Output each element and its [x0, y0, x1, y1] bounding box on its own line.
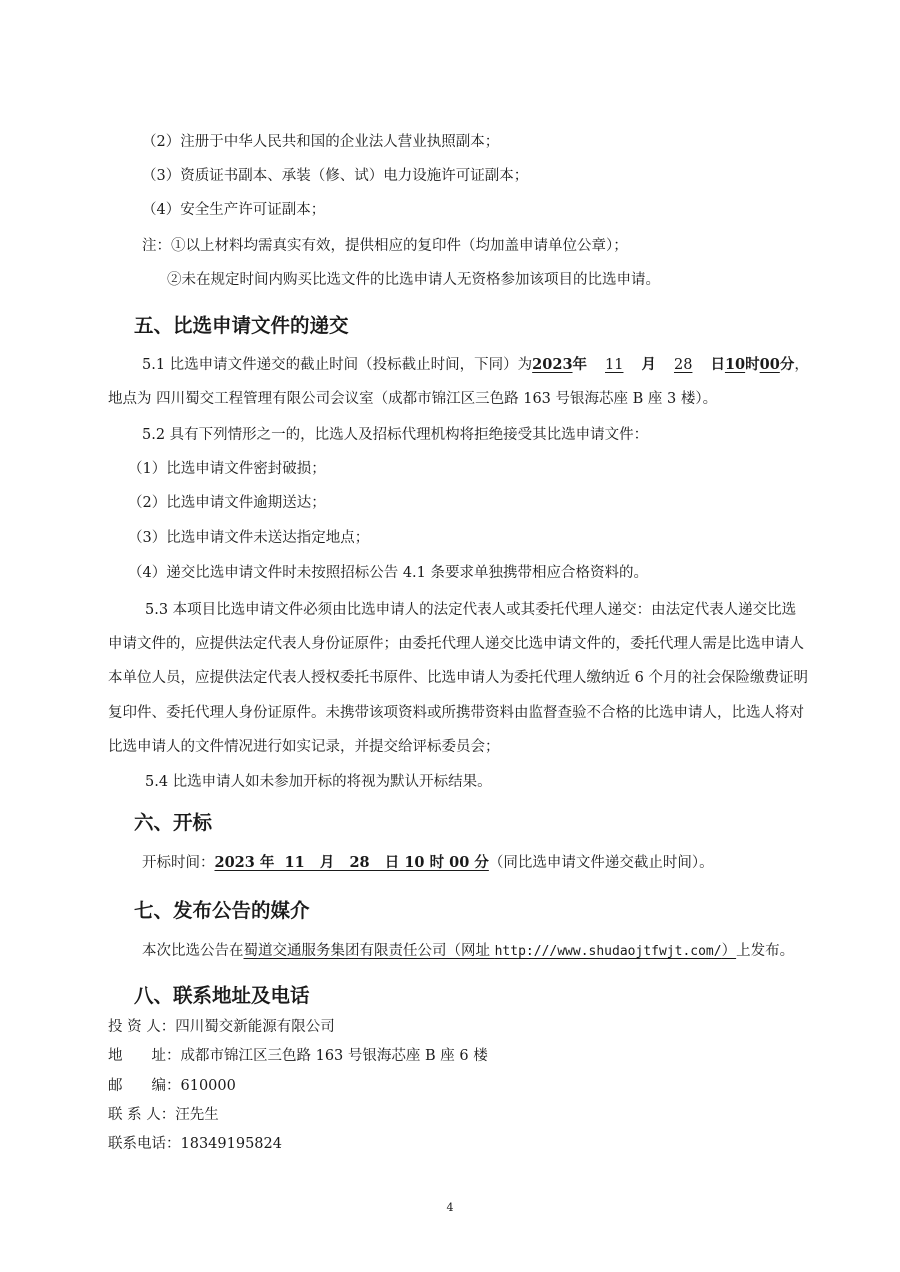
- contact-value: 汪先生: [175, 1107, 219, 1123]
- section-8-title: 八、联系地址及电话: [134, 984, 310, 1007]
- contact-label: 联 系 人：: [108, 1107, 176, 1123]
- page-number: 4: [446, 1201, 454, 1214]
- paragraph-5-4: 5.4 比选申请人如未参加开标的将视为默认开标结果。: [145, 774, 492, 790]
- section-7-title: 七、发布公告的媒介: [134, 899, 310, 922]
- contact-address: [108, 1046, 488, 1066]
- p51-month: 11: [605, 357, 624, 373]
- media-close: ）: [721, 943, 737, 959]
- paragraph-5-2-item-3: （3）比选申请文件未送达指定地点；: [128, 530, 370, 546]
- paragraph-5-2-item-2: （2）比选申请文件逾期送达；: [128, 495, 326, 511]
- section-5-title: 五、比选申请文件的递交: [134, 314, 349, 337]
- paragraph-5-3-line-2: 申请文件的，应提供法定代表人身份证原件；由委托代理人递交比选申请文件的，委托代理人需是比选申请人: [108, 636, 804, 652]
- bid-opening-suffix: （同比选申请文件递交截止时间）。: [488, 855, 714, 871]
- paragraph-5-3-line-4: 复印件、委托代理人身份证原件。未携带该项资料或所携带资料由监督查验不合格的比选申请人，比选人将对: [108, 705, 804, 721]
- contact-investor: [108, 1017, 335, 1037]
- note-1: 注：①以上材料均需真实有效，提供相应的复印件（均加盖申请单位公章）；: [142, 238, 628, 254]
- postcode-value: 610000: [180, 1078, 236, 1094]
- paragraph-5-3-line-1: 5.3 本项目比选申请文件必须由比选申请人的法定代表人或其委托代理人递交：由法定代表人递交比选: [145, 602, 797, 618]
- section-6-title: 六、开标: [134, 811, 213, 834]
- contact-phone: [108, 1134, 282, 1154]
- requirement-item-3: （3）资质证书副本、承装（修、试）电力设施许可证副本；: [142, 168, 529, 184]
- contact-person: [108, 1105, 219, 1125]
- media-name: 蜀道交通服务集团有限责任公司（网址: [243, 943, 495, 959]
- p51-yue: 月: [641, 356, 656, 373]
- paragraph-5-2-item-4: （4）递交比选申请文件时未按照招标公告 4.1 条要求单独携带相应合格资料的。: [128, 565, 649, 581]
- p51-end: ，: [794, 357, 809, 373]
- investor-value: 四川蜀交新能源有限公司: [175, 1019, 335, 1035]
- media-suffix: 上发布。: [736, 943, 795, 959]
- p51-year: 2023: [532, 356, 573, 373]
- media-url-link[interactable]: http:///www.shudaojtfwjt.com/: [494, 944, 722, 959]
- paragraph-5-2-item-1: （1）比选申请文件密封破损；: [128, 461, 326, 477]
- p51-ri: 日: [710, 356, 725, 373]
- bid-opening-time: [142, 853, 714, 873]
- p51-hour: 10: [724, 356, 746, 373]
- phone-label: 联系电话：: [108, 1136, 181, 1152]
- p51-shi: 时: [745, 356, 760, 373]
- bid-opening-datetime: 2023 年 11 月 28 日 10 时 00 分: [214, 854, 489, 871]
- p51-prefix: 5.1 比选申请文件递交的截止时间（投标截止时间，下同）为: [142, 357, 533, 373]
- address-value: 成都市锦江区三色路 163 号银海芯座 B 座 6 楼: [180, 1048, 488, 1064]
- note-2: ②未在规定时间内购买比选文件的比选申请人无资格参加该项目的比选申请。: [167, 272, 660, 288]
- paragraph-5-1: [142, 355, 809, 375]
- media-prefix: 本次比选公告在: [142, 943, 244, 959]
- address-label: 地 址：: [108, 1048, 181, 1064]
- paragraph-5-3-line-5: 比选申请人的文件情况进行如实记录，并提交给评标委员会；: [108, 739, 500, 755]
- p51-fen: 分: [779, 356, 795, 373]
- paragraph-5-1-location: 地点为 四川蜀交工程管理有限公司会议室（成都市锦江区三色路 163 号银海芯座 B 座 3 楼）。: [108, 391, 718, 407]
- phone-value: 18349195824: [180, 1136, 282, 1152]
- requirement-item-2: （2）注册于中华人民共和国的企业法人营业执照副本；: [142, 134, 500, 150]
- investor-label: 投 资 人：: [108, 1019, 176, 1035]
- paragraph-5-2: 5.2 具有下列情形之一的，比选人及招标代理机构将拒绝接受其比选申请文件：: [142, 427, 649, 443]
- p51-min: 00: [759, 356, 780, 373]
- bid-opening-label: 开标时间：: [142, 855, 215, 871]
- p51-day: 28: [673, 357, 693, 373]
- paragraph-5-3-line-3: 本单位人员，应提供法定代表人授权委托书原件、比选申请人为委托代理人缴纳近 6 个月的社会保险缴费证明: [108, 670, 808, 686]
- contact-postcode: [108, 1076, 236, 1096]
- postcode-label: 邮 编：: [108, 1078, 181, 1094]
- p51-nian: 年: [572, 356, 588, 373]
- publication-media: [142, 941, 794, 962]
- requirement-item-4: （4）安全生产许可证副本；: [142, 202, 326, 218]
